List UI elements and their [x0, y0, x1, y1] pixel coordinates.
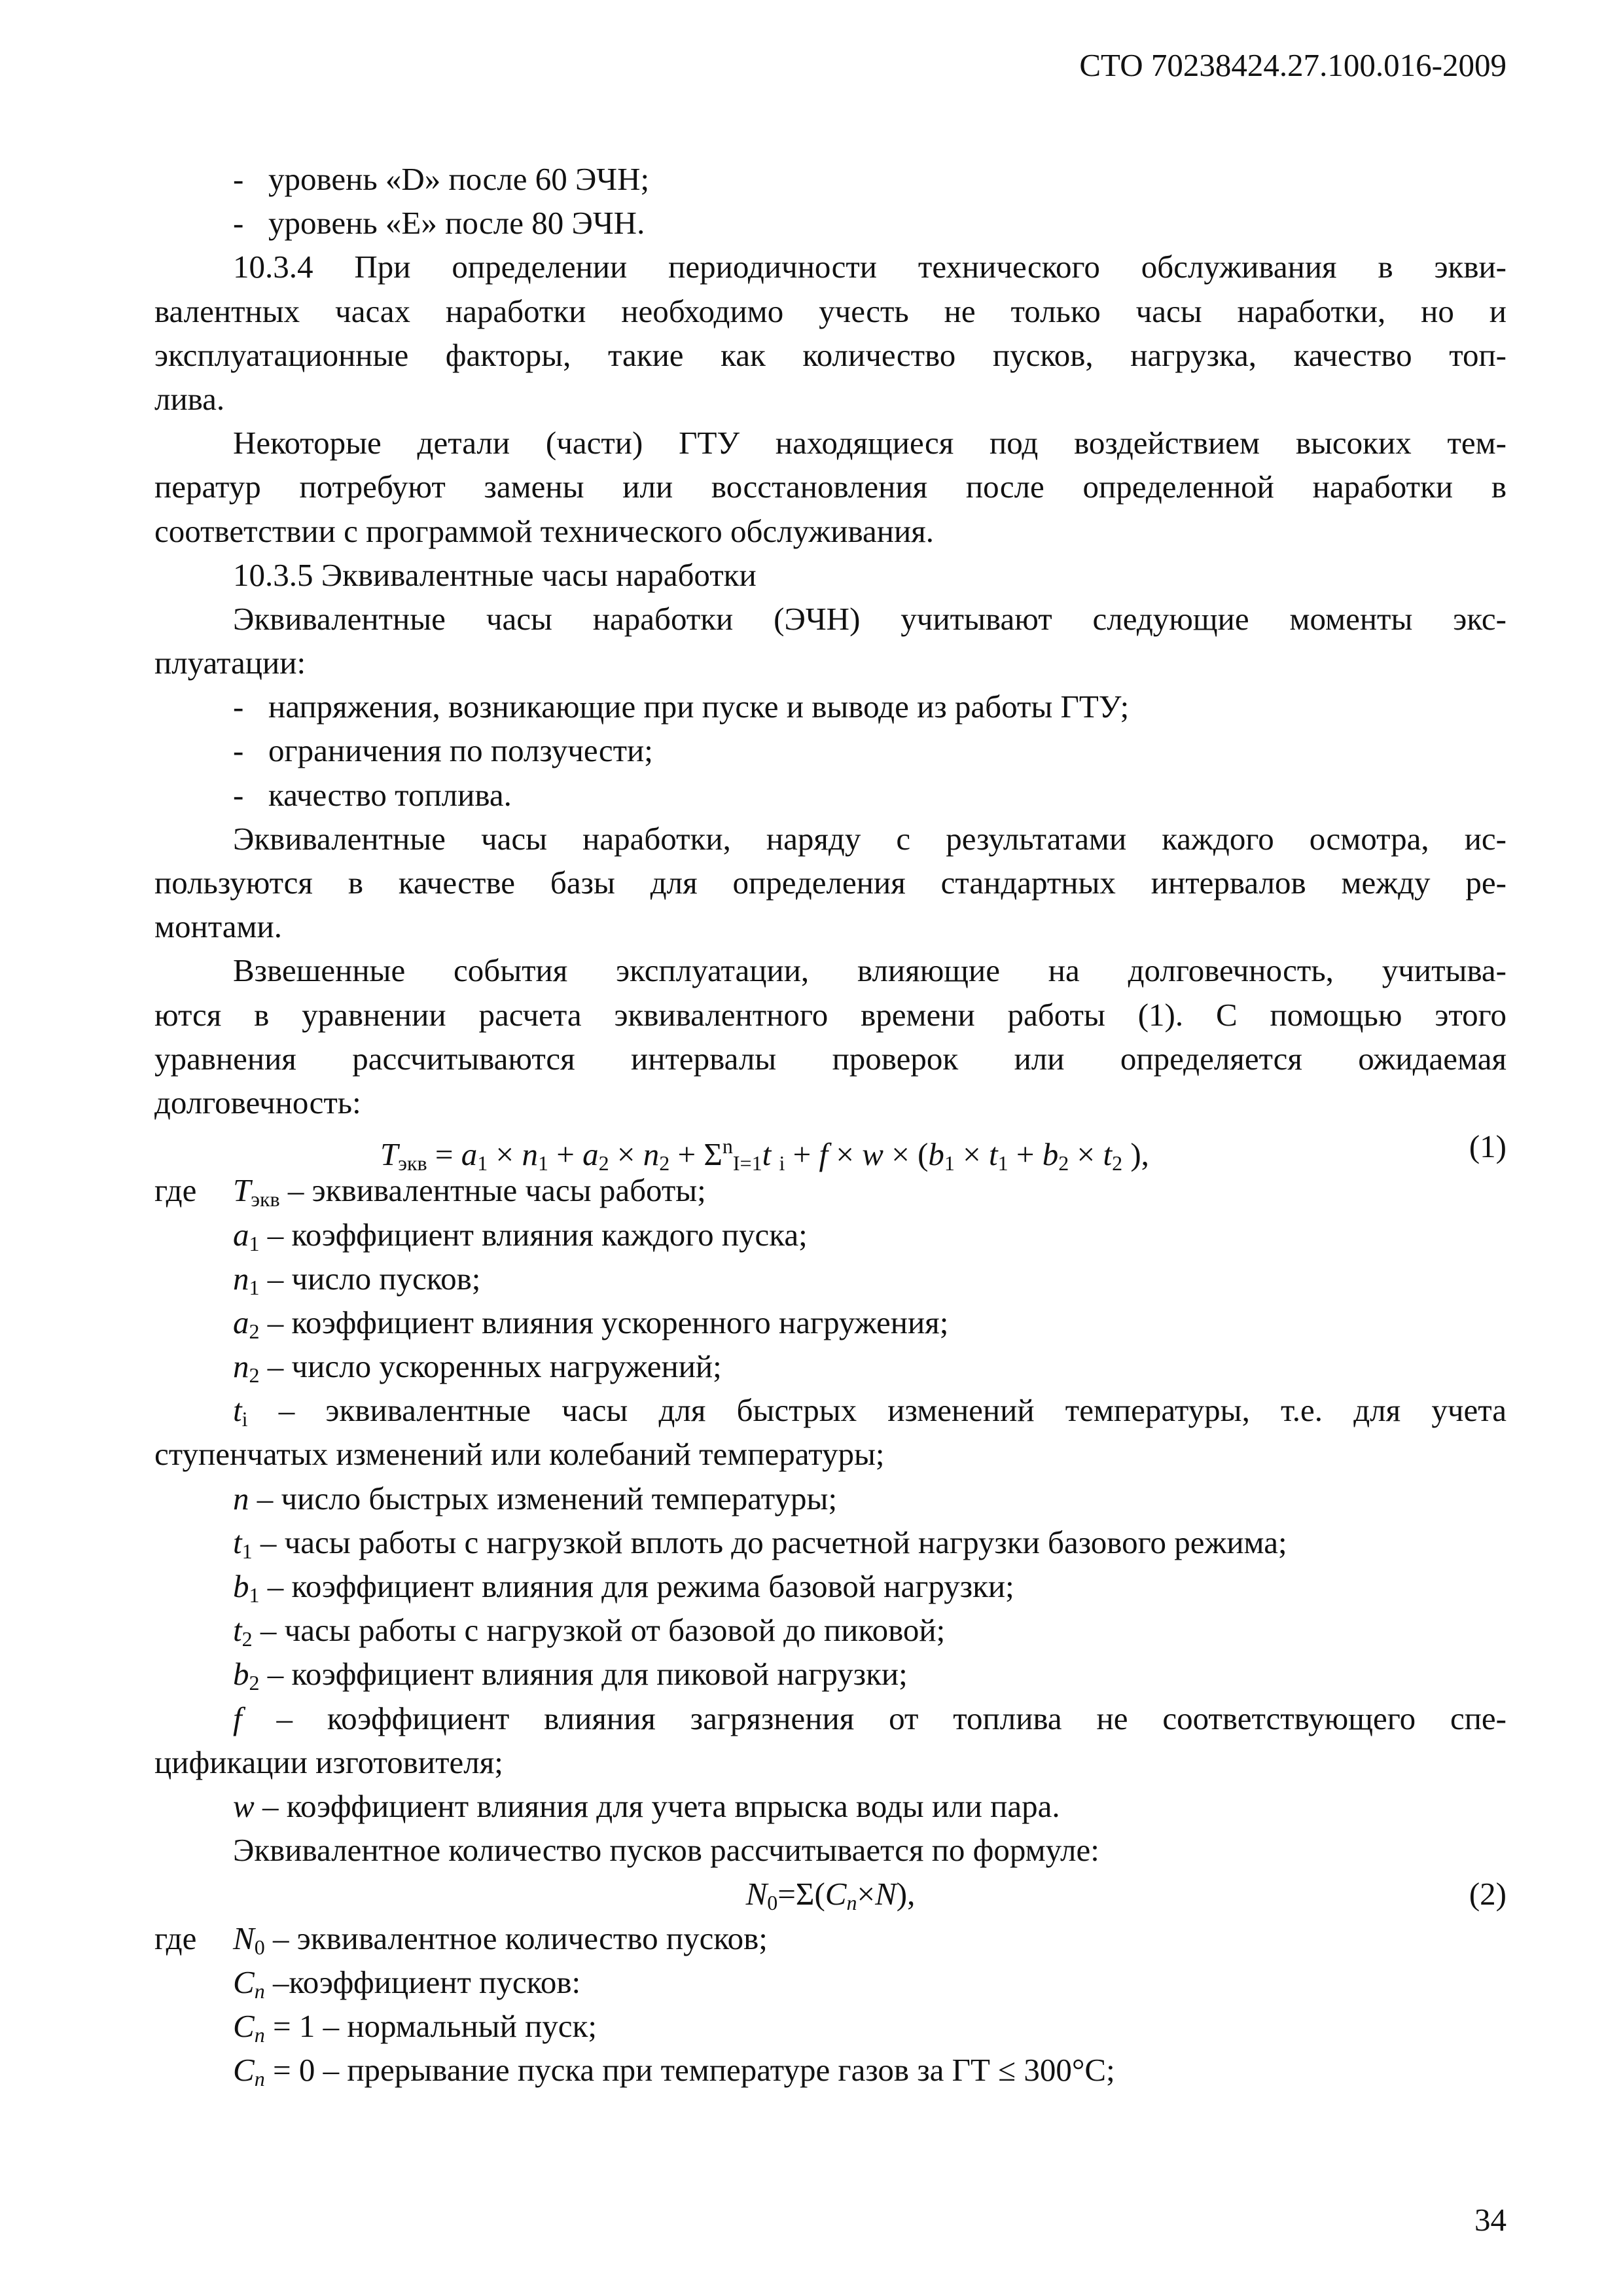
section-heading: 10.3.5 Эквивалентные часы наработки [233, 556, 757, 593]
paragraph-line: Эквивалентные часы наработки (ЭЧН) учитывают следующие моменты экс- [233, 600, 1507, 637]
paragraph-line: ператур потребуют замены или восстановления после определенной наработки в [154, 469, 1507, 505]
paragraph-line: Эквивалентное количество пусков рассчитывается по формуле: [233, 1832, 1099, 1869]
definition-item: $t_i$ – эквивалентные часы для быстрых изменений температуры, т.е. для учета [233, 1392, 1507, 1431]
paragraph-line: соответствии с программой технического обслуживания. [154, 512, 934, 549]
definition-item: w – коэффициент влияния для учета впрыска воды или пара. [233, 1787, 1060, 1824]
definition-item: $C_n$ –коэффициент пусков: [233, 1964, 581, 2003]
list-item: - уровень «Е» после 80 ЭЧН. [233, 205, 645, 242]
paragraph-line: уравнения рассчитываются интервалы проверок или определяется ожидаемая [154, 1040, 1507, 1077]
where-label: где [154, 1920, 197, 1956]
paragraph-line: Некоторые детали (части) ГТУ находящиеся под воздействием высоких тем- [233, 425, 1507, 461]
body-text [154, 157, 1507, 2092]
definition-item: $b_1$ – коэффициент влияния для режима базовой нагрузки; [233, 1568, 1014, 1607]
paragraph-line: валентных часах наработки необходимо учесть не только часы наработки, но и [154, 293, 1507, 329]
definition-item: f – коэффициент влияния загрязнения от топлива не соответствующего спе- [233, 1700, 1507, 1736]
definition-item: $n_2$ – число ускоренных нагружений; [233, 1348, 722, 1388]
paragraph-line: долговечность: [154, 1084, 361, 1121]
paragraph-line: лива. [154, 380, 225, 417]
paragraph-line: плуатации: [154, 645, 306, 681]
equation-1 [154, 1124, 1507, 1175]
paragraph-line: 10.3.4 При определении периодичности технического обслуживания в экви- [233, 249, 1507, 285]
equation-2-number: (2) [1469, 1876, 1507, 1912]
definition-item: $a_2$ – коэффициент влияния ускоренного нагружения; [233, 1304, 949, 1343]
equation-2 [154, 1872, 1507, 1916]
definition-continuation: цификации изготовителя; [154, 1744, 503, 1780]
paragraph-line: монтами. [154, 908, 282, 945]
definition-item: где $N_0$ – эквивалентное количество пусков; [154, 1916, 1507, 1960]
equation-2-expression: $N_0=\Sigma(C_n\times N)$, [745, 1876, 916, 1915]
definition-item: n – число быстрых изменений температуры; [233, 1480, 838, 1516]
definition-item: $C_n = 1$ – нормальный пуск; [233, 2007, 597, 2047]
paragraph-line: Эквивалентные часы наработки, наряду с результатами каждого осмотра, ис- [233, 820, 1507, 857]
paragraph-line: эксплуатационные факторы, такие как количество пусков, нагрузка, качество топ- [154, 336, 1507, 373]
list-item: - напряжения, возникающие при пуске и выводе из работы ГТУ; [233, 689, 1130, 725]
list-item: - качество топлива. [233, 776, 512, 813]
document-code-header: СТО 70238424.27.100.016-2009 [1079, 47, 1507, 83]
paragraph-line: ются в уравнении расчета эквивалентного времени работы (1). С помощью этого [154, 996, 1507, 1033]
definition-item: $b_2$ – коэффициент влияния для пиковой нагрузки; [233, 1656, 908, 1695]
page-number: 34 [1474, 2202, 1507, 2238]
equation-1-number: (1) [1469, 1128, 1507, 1165]
paragraph-line: пользуются в качестве базы для определения стандартных интервалов между ре- [154, 865, 1507, 901]
definition-item: $t_2$ – часы работы с нагрузкой от базовой до пиковой; [233, 1612, 946, 1651]
equation-1-expression: $T_{экв} = a_1 \times n_1 + a_2 \times n_2 + \Sigma^n_{I=1}t$ $_i + f \times w \times (b_1 \times t_1 + b_2 \times t_2$ ), [380, 1134, 1149, 1175]
list-item: - уровень «D» после 60 ЭЧН; [233, 161, 650, 197]
paragraph-line: Взвешенные события эксплуатации, влияющие на долговечность, учитыва- [233, 952, 1507, 989]
where-label: где [154, 1172, 197, 1209]
definition-item: где $T_{экв}$ – эквивалентные часы работы; [154, 1168, 1507, 1212]
definition-continuation: ступенчатых изменений или колебаний температуры; [154, 1436, 885, 1473]
definition-item: $n_1$ – число пусков; [233, 1260, 481, 1299]
definition-item: $t_1$ – часы работы с нагрузкой вплоть до расчетной нагрузки базового режима; [233, 1524, 1287, 1563]
definition-item: $C_n = 0$ – прерывание пуска при температуре газов за ГТ ≤ 300°С; [233, 2052, 1115, 2091]
definition-item: $a_1$ – коэффициент влияния каждого пуска; [233, 1216, 808, 1255]
list-item: - ограничения по ползучести; [233, 732, 653, 769]
